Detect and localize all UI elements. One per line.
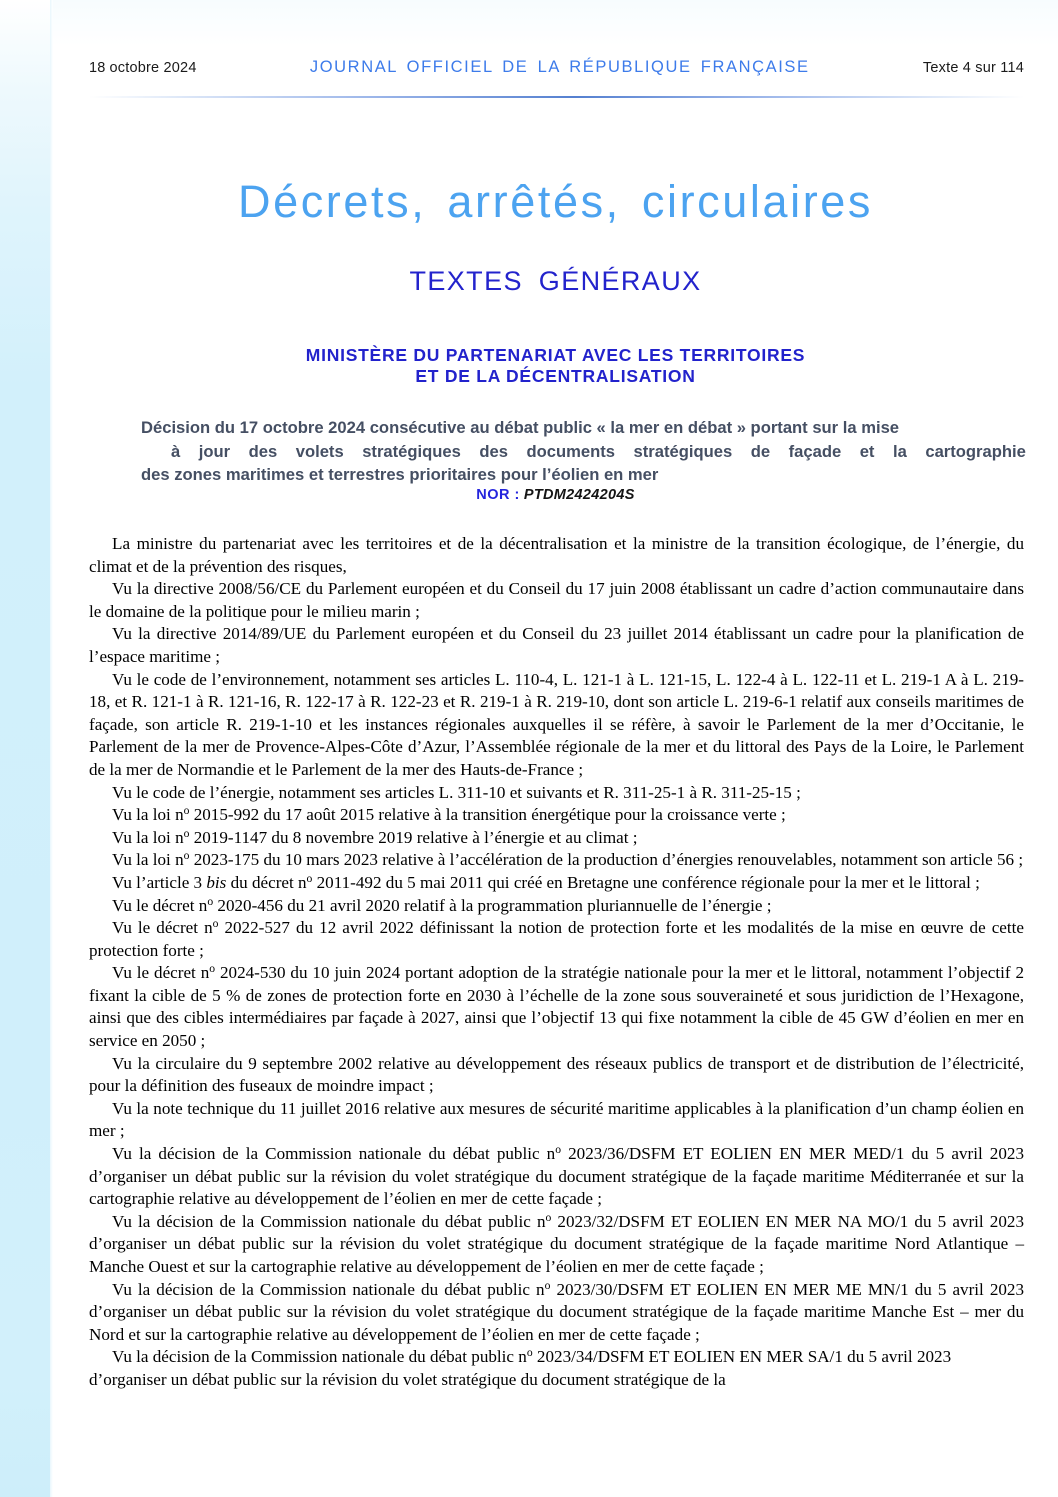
ordinal-mark: o (306, 871, 313, 885)
nor-label: NOR : (476, 487, 520, 503)
ordinal-mark: o (212, 917, 219, 931)
body-paragraph: Vu le code de l’énergie, notamment ses articles L. 311-10 et suivants et R. 311-25-1 à R. 311-25-15 ; (112, 782, 801, 802)
decision-title-line-3: des zones maritimes et terrestres prioritaires pour l’éolien en mer (141, 465, 659, 484)
body-paragraph: Vu la directive 2008/56/CE du Parlement européen et du Conseil du 17 juin 2008 établissant un cadre d’action communautaire dans le domaine de la politique pour le milieu marin ; (89, 579, 1024, 621)
document-body (89, 533, 1024, 1392)
decision-title (141, 416, 1026, 487)
nor-line (53, 487, 1058, 503)
decision-title-line-1: Décision du 17 octobre 2024 consécutive au débat public « la mer en débat » portant sur la mise (141, 418, 900, 437)
decision-title-word: volets (295, 441, 344, 461)
body-paragraph: La ministre du partenariat avec les territoires et de la décentralisation et la ministre de la transition écologique, de l’énergie, du climat et de la prévention des risques, (89, 534, 1024, 576)
journal-name: JOURNAL OFFICIEL DE LA RÉPUBLIQUE FRANÇAISE (309, 58, 810, 76)
body-paragraph: Vu le décret $n^o$ 2024-530 du 10 juin 2024 portant adoption de la stratégie nationale pour la mer et le littoral, notamment l’objectif 2 fixant la cible de 5 % de zones de protection forte en 2030 à l’échelle de la zone sous souveraineté et sous juridiction de l’Hexagone, ainsi que des cibles intermédiaires par façade à 2027, ainsi que l’objectif 13 qui fixe notamment la cible de 45 GW d’éolien en mer en service en 2050 ; (89, 962, 1024, 1051)
decision-title-word: la (892, 441, 907, 461)
ordinal-mark: o (555, 1143, 562, 1156)
decision-title-word: façade (788, 441, 842, 461)
ministry-heading (113, 345, 998, 387)
ordinal-mark: o (207, 894, 214, 908)
section-title: TEXTES GÉNÉRAUX (409, 266, 702, 296)
decision-title-word: documents (526, 441, 616, 461)
body-paragraph: Vu le décret $n^o$ 2020-456 du 21 avril 2020 relatif à la programmation pluriannuelle de l’énergie ; (112, 894, 772, 915)
nor-value: PTDM2424204S (523, 487, 635, 503)
header-divider-rule (89, 96, 1024, 98)
decision-title-word: des (248, 441, 278, 461)
body-paragraph: Vu la directive 2014/89/UE du Parlement européen et du Conseil du 23 juillet 2014 établissant un cadre pour la planification de l’espace maritime ; (89, 624, 1024, 666)
ministry-heading-line-2: ET DE LA DÉCENTRALISATION (415, 366, 696, 386)
body-paragraph: Vu la décision de la Commission nationale du débat public $n^o$ 2023/32/DSFM ET EOLIEN EN MER NA MO/1 du 5 avril 2023 d’organiser un débat public sur la révision du volet stratégique du document stratégique de la façade maritime Nord Atlantique – Manche Ouest et sur la cartographie relative au développement de l’éolien en mer de cette façade ; (89, 1210, 1024, 1276)
ordinal-mark: o (209, 962, 216, 976)
decision-title-word: cartographie (925, 441, 1026, 461)
ordinal-mark: o (544, 1278, 551, 1292)
body-paragraph: Vu la décision de la Commission nationale du débat public $n^o$ 2023/30/DSFM ET EOLIEN EN MER ME MN/1 du 5 avril 2023 d’organiser un débat public sur la révision du volet stratégique du document stratégique de la façade maritime Manche Est – mer du Nord et sur la cartographie relative au développement de l’éolien en mer de cette façade ; (89, 1278, 1025, 1344)
decision-title-word: à (171, 441, 181, 461)
running-head (89, 58, 1024, 77)
body-paragraph: Vu la décision de la Commission nationale du débat public $n^o$ 2023/36/DSFM ET EOLIEN EN MER MED/1 du 5 avril 2023 d’organiser un débat public sur la révision du volet stratégique du document stratégique de la façade maritime Méditerranée et sur la cartographie relative au développement de l’éolien en mer de cette façade ; (89, 1143, 1024, 1209)
decision-title-word: et (859, 441, 875, 461)
decision-title-word: stratégiques (362, 441, 461, 461)
body-paragraph: Vu le décret $n^o$ 2022-527 du 12 avril 2022 définissant la notion de protection forte et les modalités de la mise en œuvre de cette protection forte ; (89, 917, 1024, 960)
decision-title-word: des (479, 441, 508, 461)
decision-title-line-2 (141, 440, 1026, 464)
body-paragraph: Vu l’article 3 bis du décret $n^o$ 2011-492 du 5 mai 2011 qui créé en Bretagne une conférence régionale pour la mer et le littoral ; (112, 871, 980, 892)
body-paragraph: Vu la loi $n^o$ 2019-1147 du 8 novembre 2019 relative à l’énergie et au climat ; (112, 826, 638, 847)
decision-title-word: stratégiques (633, 441, 733, 461)
body-paragraph: Vu la décision de la Commission nationale du débat public $n^o$ 2023/34/DSFM ET EOLIEN EN MER SA/1 du 5 avril 2023 d’organiser un débat public sur la révision du volet stratégique du document stratégique de la (89, 1346, 952, 1389)
ordinal-mark: o (183, 826, 190, 840)
decision-title-word: de (750, 441, 771, 461)
ministry-heading-line-1: MINISTÈRE DU PARTENARIAT AVEC LES TERRITOIRES (305, 345, 806, 365)
masthead-title: Décrets, arrêtés, circulaires (237, 176, 874, 227)
text-folio: Texte 4 sur 114 (922, 60, 1024, 76)
ordinal-mark: o (183, 849, 190, 863)
publication-date-day: 18 (89, 60, 106, 76)
left-decorative-band (0, 0, 50, 1497)
italic-term: bis (206, 872, 227, 892)
body-paragraph: Vu la note technique du 11 juillet 2016 relative aux mesures de sécurité maritime applicables à la planification d’un champ éolien en mer ; (89, 1098, 1024, 1141)
body-paragraph: Vu le code de l’environnement, notamment ses articles L. 110-4, L. 121-1 à L. 121-15, L. 122-4 à L. 122-11 et L. 219-1 A à L. 219-18, et R. 121-1 à R. 121-16, R. 122-17 à R. 122-23 et R. 219-1 à R. 219-10, dont son article L. 219-6-1 relatif aux conseils maritimes de façade, son article R. 219-1-10 et les instances régionales auxquelles il se réfère, à savoir le Parlement de la mer d’Occitanie, le Parlement de la mer de Provence-Alpes-Côte d’Azur, l’Assemblée régionale de la mer et du littoral des Pays de la Loire, le Parlement de la mer de Normandie et le Parlement de la mer des Hauts-de-France ; (89, 669, 1024, 779)
publication-date (89, 60, 197, 76)
body-paragraph: Vu la loi $n^o$ 2015-992 du 17 août 2015 relative à la transition énergétique pour la croissance verte ; (112, 804, 786, 825)
ordinal-mark: o (183, 804, 190, 818)
page-top-tint (53, 0, 1058, 46)
decision-title-word: jour (198, 441, 231, 461)
body-paragraph: Vu la loi $n^o$ 2023-175 du 10 mars 2023 relative à l’accélération de la production d’énergies renouvelables, notamment son article 56 ; (112, 849, 1024, 870)
ordinal-mark: o (526, 1346, 533, 1360)
page-sheet (53, 0, 1058, 1497)
ordinal-mark: o (545, 1210, 552, 1224)
body-paragraph: Vu la circulaire du 9 septembre 2002 relative au développement des réseaux publics de transport et de distribution de l’électricité, pour la définition des fuseaux de moindre impact ; (89, 1053, 1024, 1096)
publication-date-rest: octobre 2024 (109, 60, 197, 76)
